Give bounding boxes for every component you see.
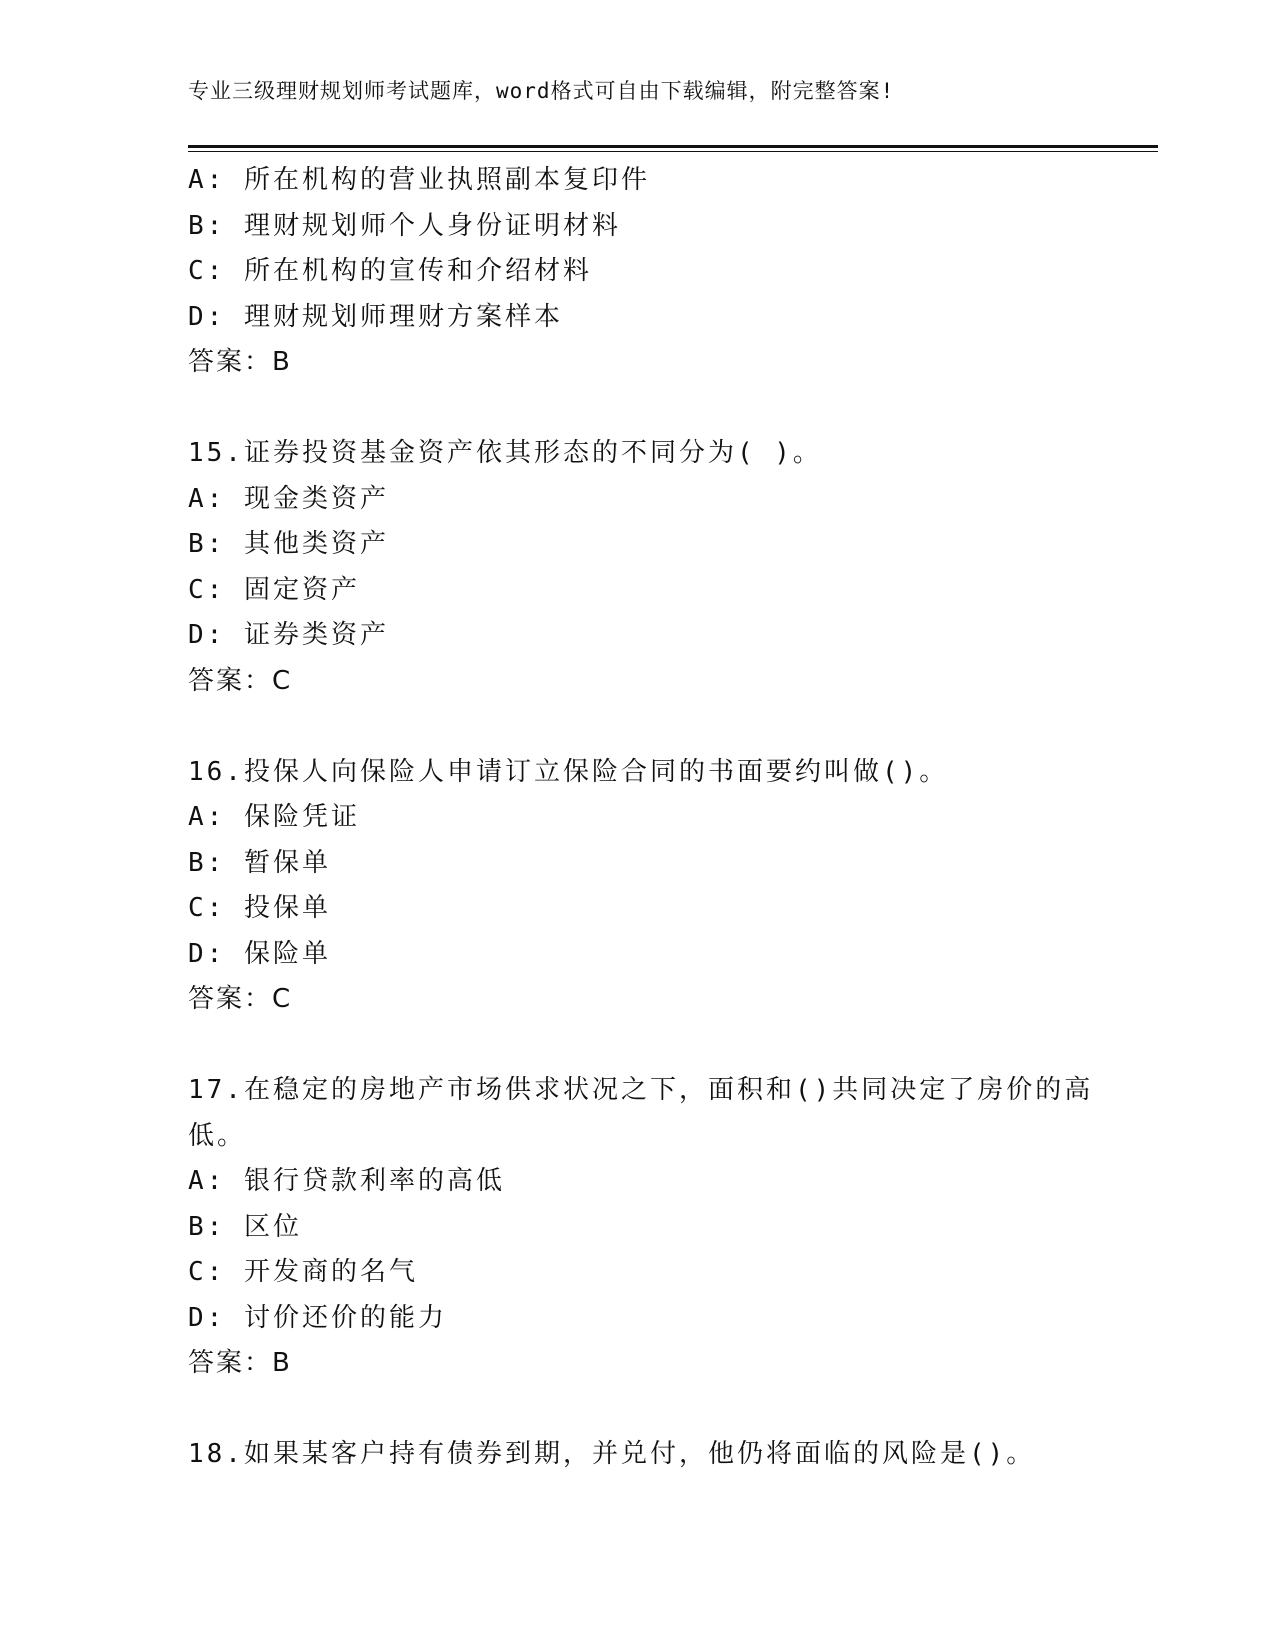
option-c: C: 固定资产 — [188, 574, 360, 605]
option-d: D: 讨价还价的能力 — [188, 1302, 447, 1333]
option-b: B: 区位 — [188, 1211, 302, 1242]
question-15 — [188, 431, 1108, 704]
question-stem: 17.在稳定的房地产市场供求状况之下，面积和()共同决定了房价的高低。 — [188, 1075, 1094, 1151]
question-17 — [188, 1068, 1108, 1387]
page-header: 专业三级理财规划师考试题库，word格式可自由下载编辑，附完整答案! — [188, 79, 895, 103]
option-a: A: 现金类资产 — [188, 483, 389, 514]
option-c: C: 所在机构的宣传和介绍材料 — [188, 256, 592, 286]
option-b: B: 其他类资产 — [188, 529, 389, 559]
answer-line: 答案：B — [188, 1348, 292, 1378]
answer-line: 答案：C — [188, 665, 293, 696]
question-18 — [188, 1432, 1108, 1478]
option-d: D: 保险单 — [188, 938, 331, 969]
question-stem: 16.投保人向保险人申请订立保险合同的书面要约叫做()。 — [188, 756, 949, 787]
header-rule-thick — [188, 145, 1158, 148]
spacer — [188, 1023, 1108, 1069]
option-b: B: 暂保单 — [188, 847, 331, 878]
partial-question — [188, 158, 1108, 386]
option-d: D: 理财规划师理财方案样本 — [188, 301, 563, 332]
spacer — [188, 386, 1108, 432]
question-list — [188, 158, 1108, 1478]
answer-line: 答案：C — [188, 984, 293, 1014]
option-a: A: 保险凭证 — [188, 802, 360, 832]
option-b: B: 理财规划师个人身份证明材料 — [188, 210, 621, 241]
spacer — [188, 1387, 1108, 1433]
option-c: C: 投保单 — [188, 893, 331, 923]
question-stem: 18.如果某客户持有债券到期，并兑付，他仍将面临的风险是()。 — [188, 1439, 1036, 1469]
option-d: D: 证券类资产 — [188, 620, 389, 650]
question-16 — [188, 750, 1108, 1023]
header-rule-thin — [188, 151, 1158, 152]
spacer — [188, 704, 1108, 750]
option-a: A: 银行贷款利率的高低 — [188, 1166, 505, 1196]
answer-line: 答案：B — [188, 347, 292, 377]
question-stem: 15.证券投资基金资产依其形态的不同分为( )。 — [188, 438, 822, 468]
option-a: A: 所在机构的营业执照副本复印件 — [188, 165, 650, 195]
option-c: C: 开发商的名气 — [188, 1257, 418, 1287]
